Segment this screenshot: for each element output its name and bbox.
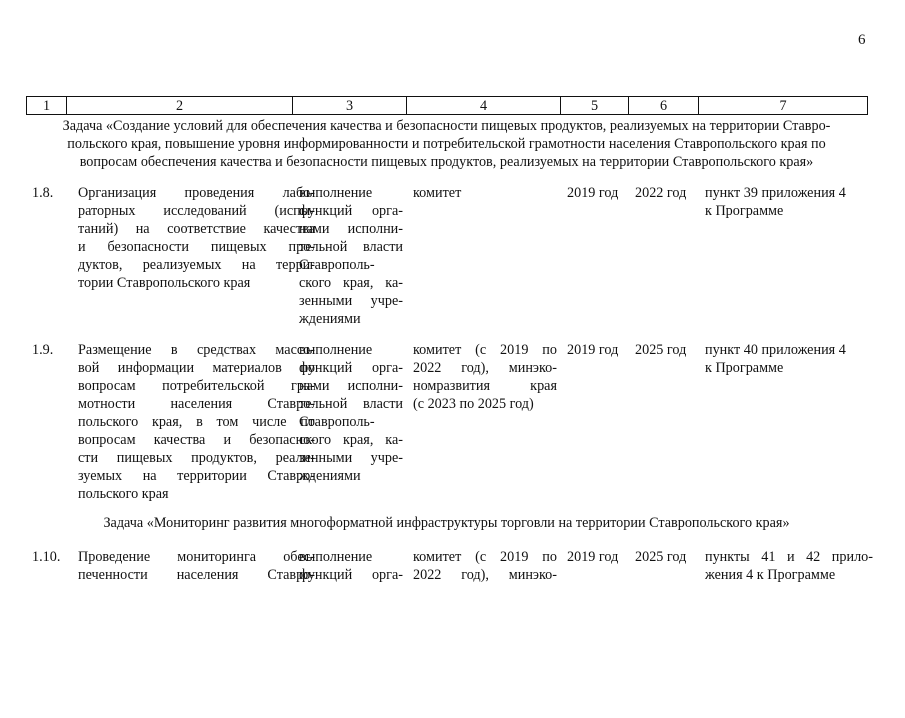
form-line: выполнение (299, 549, 373, 565)
program-reference (705, 184, 873, 220)
item-name-line: мотности населения Ставро- (78, 396, 315, 412)
reference-line: пункт 39 приложения 4 (705, 185, 846, 201)
executor-line: комитет (413, 185, 462, 201)
form-line: Ставрополь- (299, 414, 375, 430)
task-heading-line: польского края, повышение уровня информированности и потребительской грамотности населения Ставропольского края по (67, 136, 826, 152)
form-line: ждениями (299, 468, 361, 484)
form-line: выполнение (299, 185, 373, 201)
task-heading-quality-safety (26, 117, 867, 171)
form-line: нами исполни- (299, 378, 403, 394)
task-heading-line: Задача «Создание условий для обеспечения качества и безопасности пищевых продуктов, реализуемых на территории Ставро- (62, 118, 831, 134)
item-name (78, 341, 315, 503)
reference-line: к Программе (705, 360, 784, 376)
item-name-line: раторных исследований (испы- (78, 203, 315, 219)
table-row-1-9 (26, 341, 871, 511)
executor (413, 184, 557, 202)
column-number-1: 1 (27, 97, 67, 115)
start-year: 2019 год (567, 185, 619, 201)
item-name-line: дуктов, реализуемых на терри- (78, 257, 315, 273)
reference-line: жения 4 к Программе (705, 567, 836, 583)
form-line: нами исполни- (299, 221, 403, 237)
column-number-3: 3 (293, 97, 407, 115)
executor-line: (с 2023 по 2025 год) (413, 396, 534, 412)
form-line: зенными учре- (299, 293, 403, 309)
form-line: ского края, ка- (299, 432, 403, 448)
item-name-line: вой информации материалов по (78, 360, 315, 376)
column-number-7: 7 (699, 97, 868, 115)
item-name-line: зуемых на территории Ставро- (78, 468, 315, 484)
item-name-line: польского края (78, 486, 169, 502)
implementation-form (299, 548, 403, 584)
executor-line: номразвития края (413, 378, 557, 394)
column-number-6: 6 (629, 97, 699, 115)
reference-line: пункт 40 приложения 4 (705, 342, 846, 358)
executor (413, 341, 557, 413)
page-number: 6 (858, 32, 866, 48)
item-name-line: и безопасности пищевых про- (78, 239, 315, 255)
form-line: функций орга- (299, 203, 403, 219)
form-line: ского края, ка- (299, 275, 403, 291)
column-number-4: 4 (407, 97, 561, 115)
end-year: 2022 год (635, 185, 687, 201)
item-name-line: вопросам качества и безопасно- (78, 432, 315, 448)
item-name-line: Организация проведения лабо- (78, 185, 315, 201)
column-number-5: 5 (561, 97, 629, 115)
item-name (78, 548, 315, 584)
task-heading-line: вопросам обеспечения качества и безопасности пищевых продуктов, реализуемых на территории Ставропольского края» (79, 154, 814, 170)
form-line: зенными учре- (299, 450, 403, 466)
item-name-line: сти пищевых продуктов, реали- (78, 450, 315, 466)
implementation-form (299, 184, 403, 328)
item-name-line: вопросам потребительской гра- (78, 378, 315, 394)
reference-line: к Программе (705, 203, 784, 219)
item-number: 1.10. (32, 549, 61, 565)
reference-line: пункты 41 и 42 прило- (705, 549, 873, 565)
executor-line: 2022 год), минэко- (413, 567, 557, 583)
end-year: 2025 год (635, 342, 687, 358)
task-heading-trade-monitoring (26, 514, 867, 532)
item-name-line: польского края, в том числе по (78, 414, 315, 430)
item-name-line: печенности населения Ставро- (78, 567, 315, 583)
form-line: выполнение (299, 342, 373, 358)
start-year: 2019 год (567, 549, 619, 565)
item-name-line: Размещение в средствах массо- (78, 342, 315, 358)
form-line: ждениями (299, 311, 361, 327)
end-year: 2025 год (635, 549, 687, 565)
executor-line: комитет (с 2019 по (413, 549, 557, 565)
table-row-1-10 (26, 548, 871, 718)
form-line: Ставрополь- (299, 257, 375, 273)
item-number: 1.9. (32, 342, 54, 358)
form-line: тельной власти (299, 396, 403, 412)
table-row-1-8 (26, 184, 871, 354)
column-number-2: 2 (67, 97, 293, 115)
program-reference (705, 341, 873, 377)
task-heading-line: Задача «Мониторинг развития многоформатной инфраструктуры торговли на территории Ставропольского края» (103, 515, 790, 531)
program-reference (705, 548, 873, 584)
executor (413, 548, 557, 584)
executor-line: 2022 год), минэко- (413, 360, 557, 376)
item-number: 1.8. (32, 185, 54, 201)
form-line: тельной власти (299, 239, 403, 255)
executor-line: комитет (с 2019 по (413, 342, 557, 358)
item-name-line: тории Ставропольского края (78, 275, 251, 291)
form-line: функций орга- (299, 360, 403, 376)
start-year: 2019 год (567, 342, 619, 358)
column-number-header (26, 96, 868, 115)
form-line: функций орга- (299, 567, 403, 583)
item-name-line: Проведение мониторинга обес- (78, 549, 315, 565)
implementation-form (299, 341, 403, 485)
item-name (78, 184, 315, 292)
item-name-line: таний) на соответствие качества (78, 221, 315, 237)
